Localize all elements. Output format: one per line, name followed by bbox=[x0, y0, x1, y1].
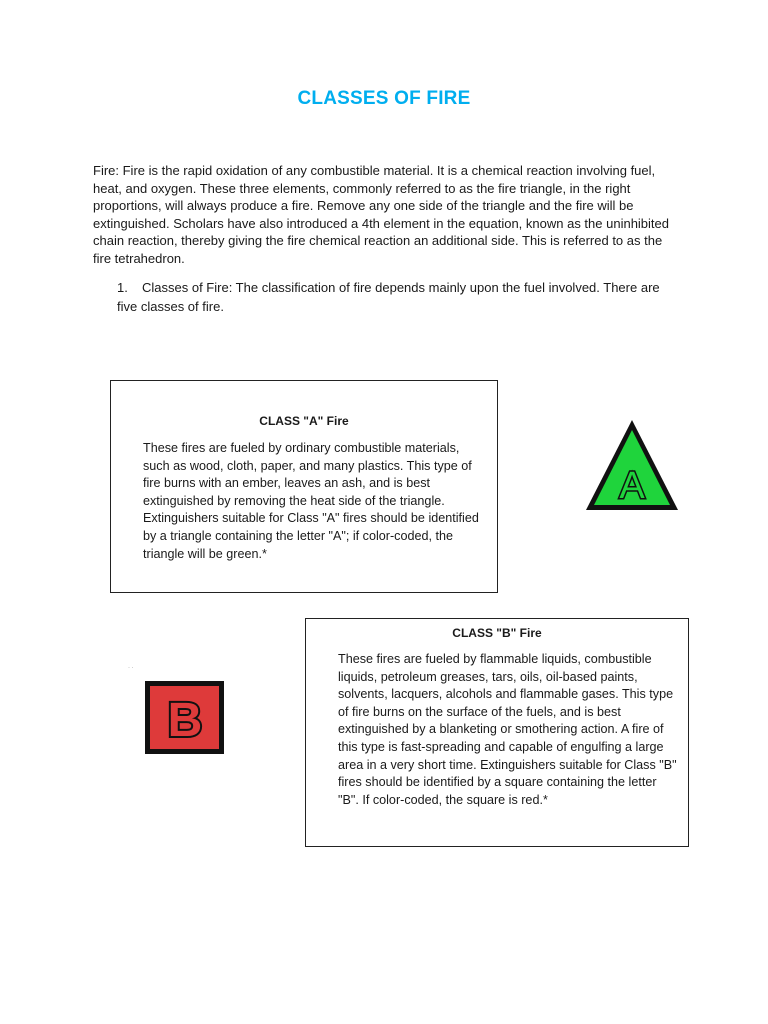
class-a-description: These fires are fueled by ordinary combustible materials, such as wood, cloth, paper, and many plastics. This type of fire burns with an ember, leaves an ash, and is best extinguished by removing the heat side of the triangle. Extinguishers suitable for Class "A" fires should be identified by a triangle containing the letter "A"; if color-coded, the triangle will be green.* bbox=[143, 441, 479, 561]
list-item bbox=[117, 279, 677, 316]
class-a-heading: CLASS "A" Fire bbox=[259, 414, 349, 428]
class-b-description: These fires are fueled by flammable liquids, combustible liquids, petroleum greases, tars, oils, oil-based paints, solvents, lacquers, alcohols and flammable gases. This type of fire burns on the surface of the fuels, and is best extinguished by a blanketing or smothering action. A fire of this type is fast-spreading and capable of engulfing a large area in a very short time. Extinguishers suitable for Class "B" fires should be identified by a square containing the letter "B". If color-coded, the square is red.* bbox=[338, 652, 677, 807]
list-item-text: Classes of Fire: The classification of fire depends mainly upon the fuel involved. There are five classes of fire. bbox=[117, 280, 660, 314]
intro-paragraph: Fire: Fire is the rapid oxidation of any combustible material. It is a chemical reaction involving fuel, heat, and oxygen. These three elements, commonly referred to as the fire triangle, in the right proportions, will always produce a fire. Remove any one side of the triangle and the fire will be extinguished. Scholars have also introduced a 4th element in the equation, known as the uninhibited chain reaction, thereby giving the fire chemical reaction an additional side. This is referred to as the fire tetrahedron. bbox=[93, 163, 669, 266]
page-title: CLASSES OF FIRE bbox=[297, 88, 471, 109]
class-b-letter: B bbox=[167, 694, 203, 747]
class-a-box bbox=[110, 380, 498, 593]
class-a-letter: A bbox=[619, 465, 645, 507]
class-b-square-icon bbox=[145, 681, 224, 754]
list-item-number: 1. bbox=[117, 280, 128, 295]
class-a-triangle-icon bbox=[584, 418, 680, 512]
class-b-heading: CLASS "B" Fire bbox=[452, 626, 542, 640]
scan-speck: · · bbox=[128, 665, 134, 671]
class-b-box bbox=[305, 618, 689, 847]
